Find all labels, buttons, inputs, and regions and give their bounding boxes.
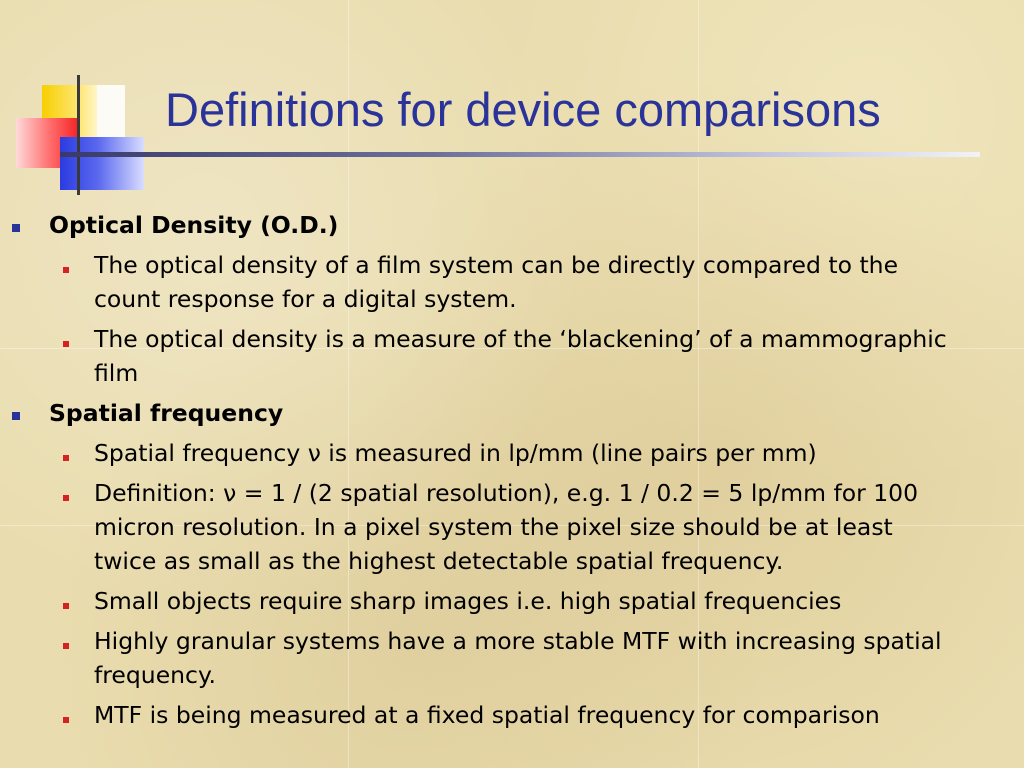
- bullet-point: [0, 322, 954, 390]
- bullet-point: [0, 698, 954, 732]
- square-bullet-icon: [63, 455, 69, 461]
- logo-vertical-line: [77, 75, 80, 195]
- square-bullet-icon: [12, 224, 20, 232]
- bullet-point: [0, 248, 954, 316]
- bullet-point-text: Spatial frequency ν is measured in lp/mm (line pairs per mm): [94, 439, 817, 467]
- square-bullet-icon: [63, 717, 69, 723]
- title-underline: [60, 152, 980, 157]
- bullet-point: [0, 476, 954, 578]
- section-heading-text: Optical Density (O.D.): [49, 211, 339, 239]
- slide-body: [0, 208, 1000, 738]
- white-square: [97, 85, 125, 137]
- blue-square: [60, 137, 144, 190]
- square-bullet-icon: [63, 643, 69, 649]
- bullet-point-text: MTF is being measured at a fixed spatial frequency for comparison: [94, 701, 880, 729]
- bullet-point-text: Highly granular systems have a more stable MTF with increasing spatial frequency.: [94, 627, 942, 689]
- bullet-point-text: Small objects require sharp images i.e. high spatial frequencies: [94, 587, 842, 615]
- decorative-color-squares: [0, 0, 160, 200]
- bullet-point-text: The optical density of a film system can be directly compared to the count response for a digital system.: [94, 251, 899, 313]
- square-bullet-icon: [63, 603, 69, 609]
- square-bullet-icon: [63, 267, 69, 273]
- section-heading: [0, 396, 1000, 430]
- bullet-point: [0, 436, 954, 470]
- bullet-point: [0, 584, 954, 618]
- square-bullet-icon: [12, 412, 20, 420]
- bullet-point-text: Definition: ν = 1 / (2 spatial resolution), e.g. 1 / 0.2 = 5 lp/mm for 100 micron resolution. In a pixel system the pixel size should be at least twice as small as the highest detectable spatial frequency.: [94, 479, 919, 575]
- square-bullet-icon: [63, 341, 69, 347]
- slide-title: Definitions for device comparisons: [165, 83, 881, 136]
- square-bullet-icon: [63, 495, 69, 501]
- bullet-point: [0, 624, 954, 692]
- section-heading-text: Spatial frequency: [49, 399, 284, 427]
- section-heading: [0, 208, 1000, 242]
- bullet-point-text: The optical density is a measure of the ‘blackening’ of a mammographic film: [94, 325, 947, 387]
